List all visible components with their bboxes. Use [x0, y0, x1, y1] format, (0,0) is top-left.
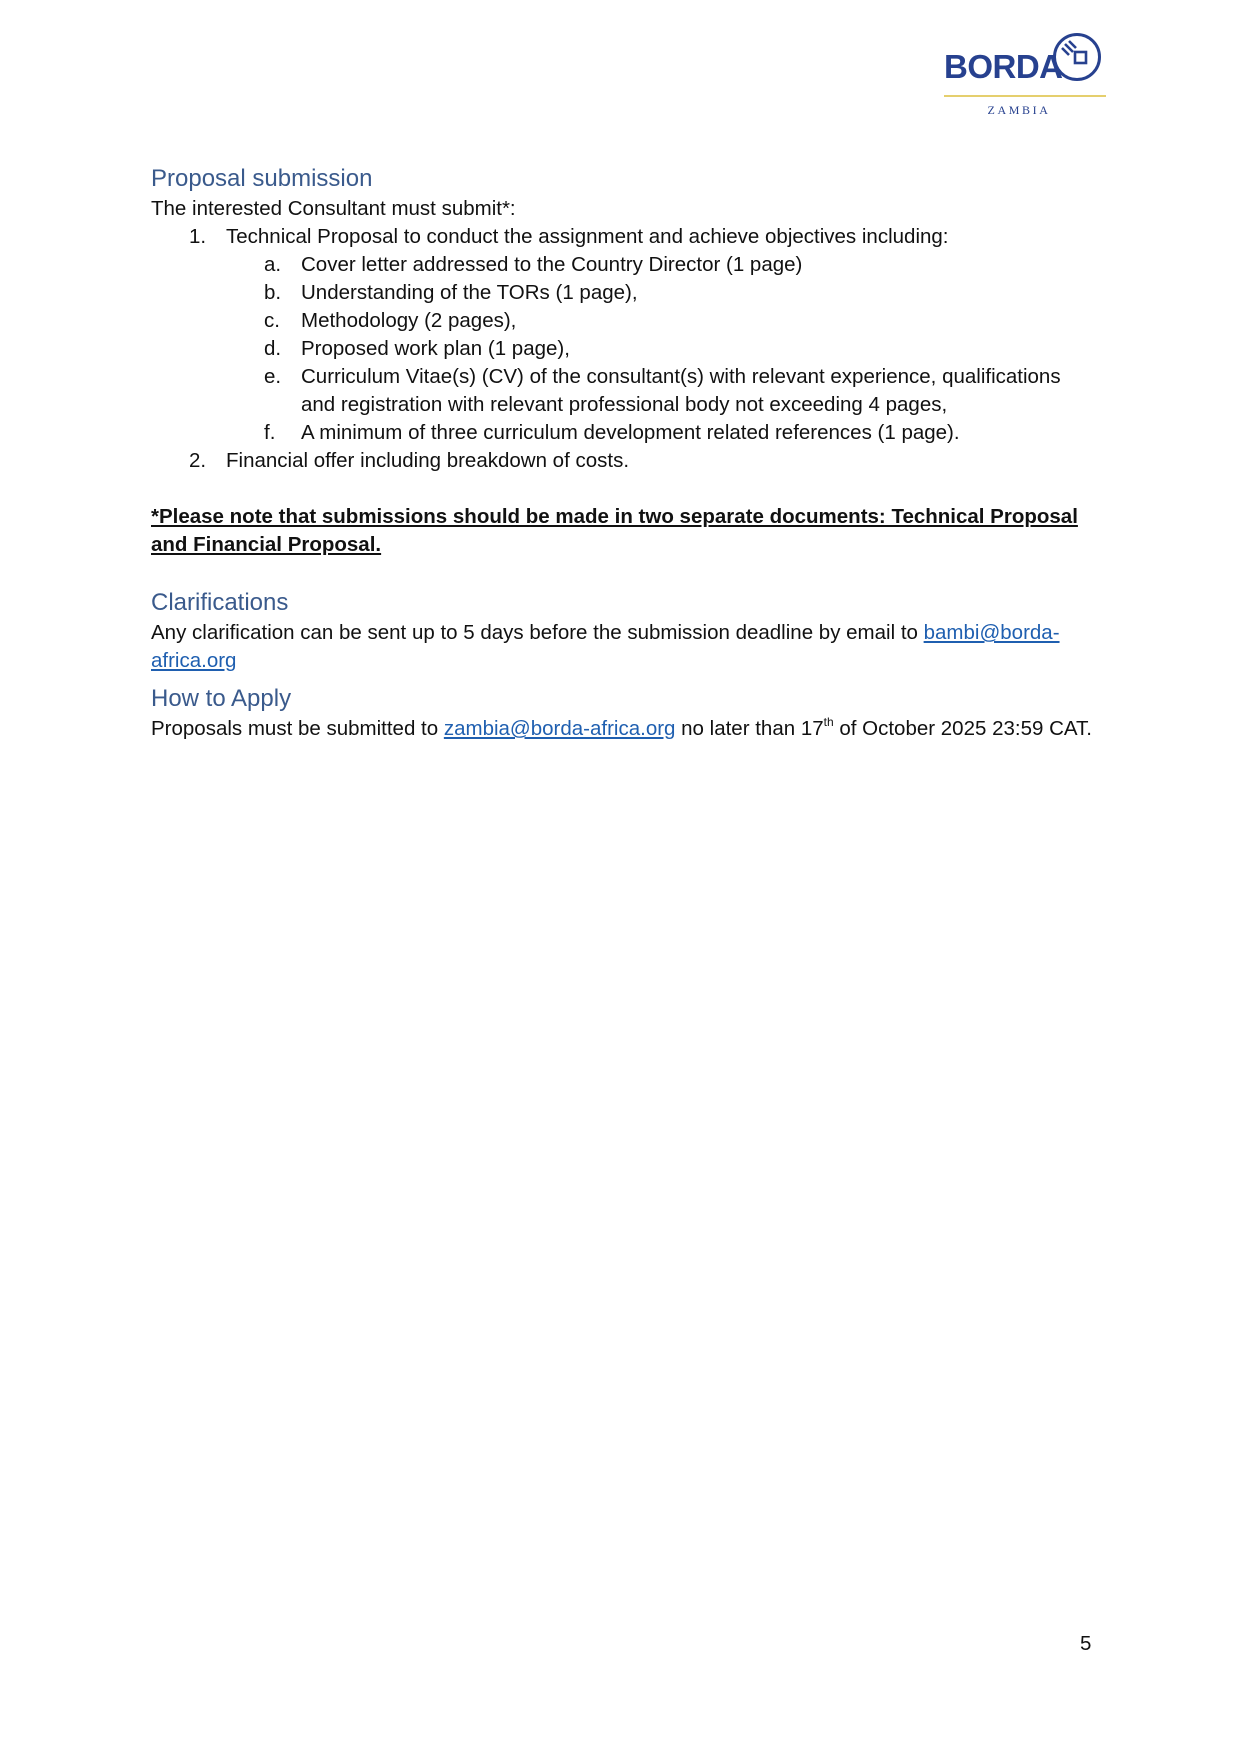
sublist-letter: b. [264, 281, 282, 304]
clarifications-text [151, 619, 1099, 675]
logo-subtitle: ZAMBIA [987, 103, 1051, 117]
date-ordinal-suffix: th [823, 715, 834, 729]
list-item-technical-proposal [151, 223, 1099, 447]
list-number: 1. [189, 225, 207, 248]
sublist-letter: f. [264, 421, 276, 444]
sublist-item-text: Proposed work plan (1 page), [301, 337, 570, 360]
apply-email-link[interactable]: zambia@borda-africa.org [443, 717, 676, 740]
clarifications-email-link[interactable]: bambi@borda-africa.org [151, 621, 1060, 672]
submission-note: *Please note that submissions should be made in two separate documents: Technical Proposal and Financial Proposal. [151, 505, 1078, 556]
proposal-submission-section [151, 163, 1099, 559]
sublist-item [151, 419, 1099, 447]
sublist-item-text: Curriculum Vitae(s) (CV) of the consultant(s) with relevant experience, qualifications and registration with relevant professional body not exceeding 4 pages, [301, 365, 1061, 416]
sublist-item-text: Understanding of the TORs (1 page), [301, 281, 638, 304]
sublist-letter: c. [264, 309, 280, 332]
logo-wordmark: BORDA [944, 48, 1063, 85]
list-number: 2. [189, 449, 207, 472]
clarifications-heading: Clarifications [151, 589, 289, 616]
proposal-intro: The interested Consultant must submit*: [151, 197, 516, 220]
list-item-financial-offer [151, 447, 1099, 475]
sublist-item [151, 363, 1099, 419]
technical-proposal-sublist [151, 251, 1099, 447]
sublist-letter: a. [264, 253, 282, 276]
sublist-item [151, 307, 1099, 335]
sublist-item-text: Cover letter addressed to the Country Director (1 page) [301, 253, 803, 276]
submission-list [151, 223, 1099, 475]
clarifications-body: Any clarification can be sent up to 5 days before the submission deadline by email to [151, 621, 918, 644]
logo-divider [944, 95, 1106, 97]
sublist-item-text: A minimum of three curriculum development related references (1 page). [301, 421, 960, 444]
how-to-apply-heading: How to Apply [151, 685, 292, 712]
list-item-text: Financial offer including breakdown of costs. [226, 449, 630, 472]
sublist-letter: d. [264, 337, 282, 360]
sublist-item [151, 279, 1099, 307]
apply-text-mid: no later than 17 [681, 717, 824, 740]
list-item-text: Technical Proposal to conduct the assignment and achieve objectives including: [226, 225, 949, 248]
clarifications-section [151, 587, 1099, 675]
sublist-item [151, 251, 1099, 279]
how-to-apply-text [151, 715, 1099, 743]
sublist-letter: e. [264, 365, 282, 388]
apply-text-after: of October 2025 23:59 CAT. [839, 717, 1092, 740]
borda-emblem-icon [1052, 32, 1102, 82]
borda-zambia-logo [944, 32, 1106, 122]
sublist-item-text: Methodology (2 pages), [301, 309, 517, 332]
page-number: 5 [1080, 1632, 1092, 1655]
how-to-apply-section [151, 683, 1099, 743]
apply-text-before: Proposals must be submitted to [151, 717, 439, 740]
sublist-item [151, 335, 1099, 363]
document-body [151, 163, 1099, 743]
proposal-submission-heading: Proposal submission [151, 165, 373, 192]
